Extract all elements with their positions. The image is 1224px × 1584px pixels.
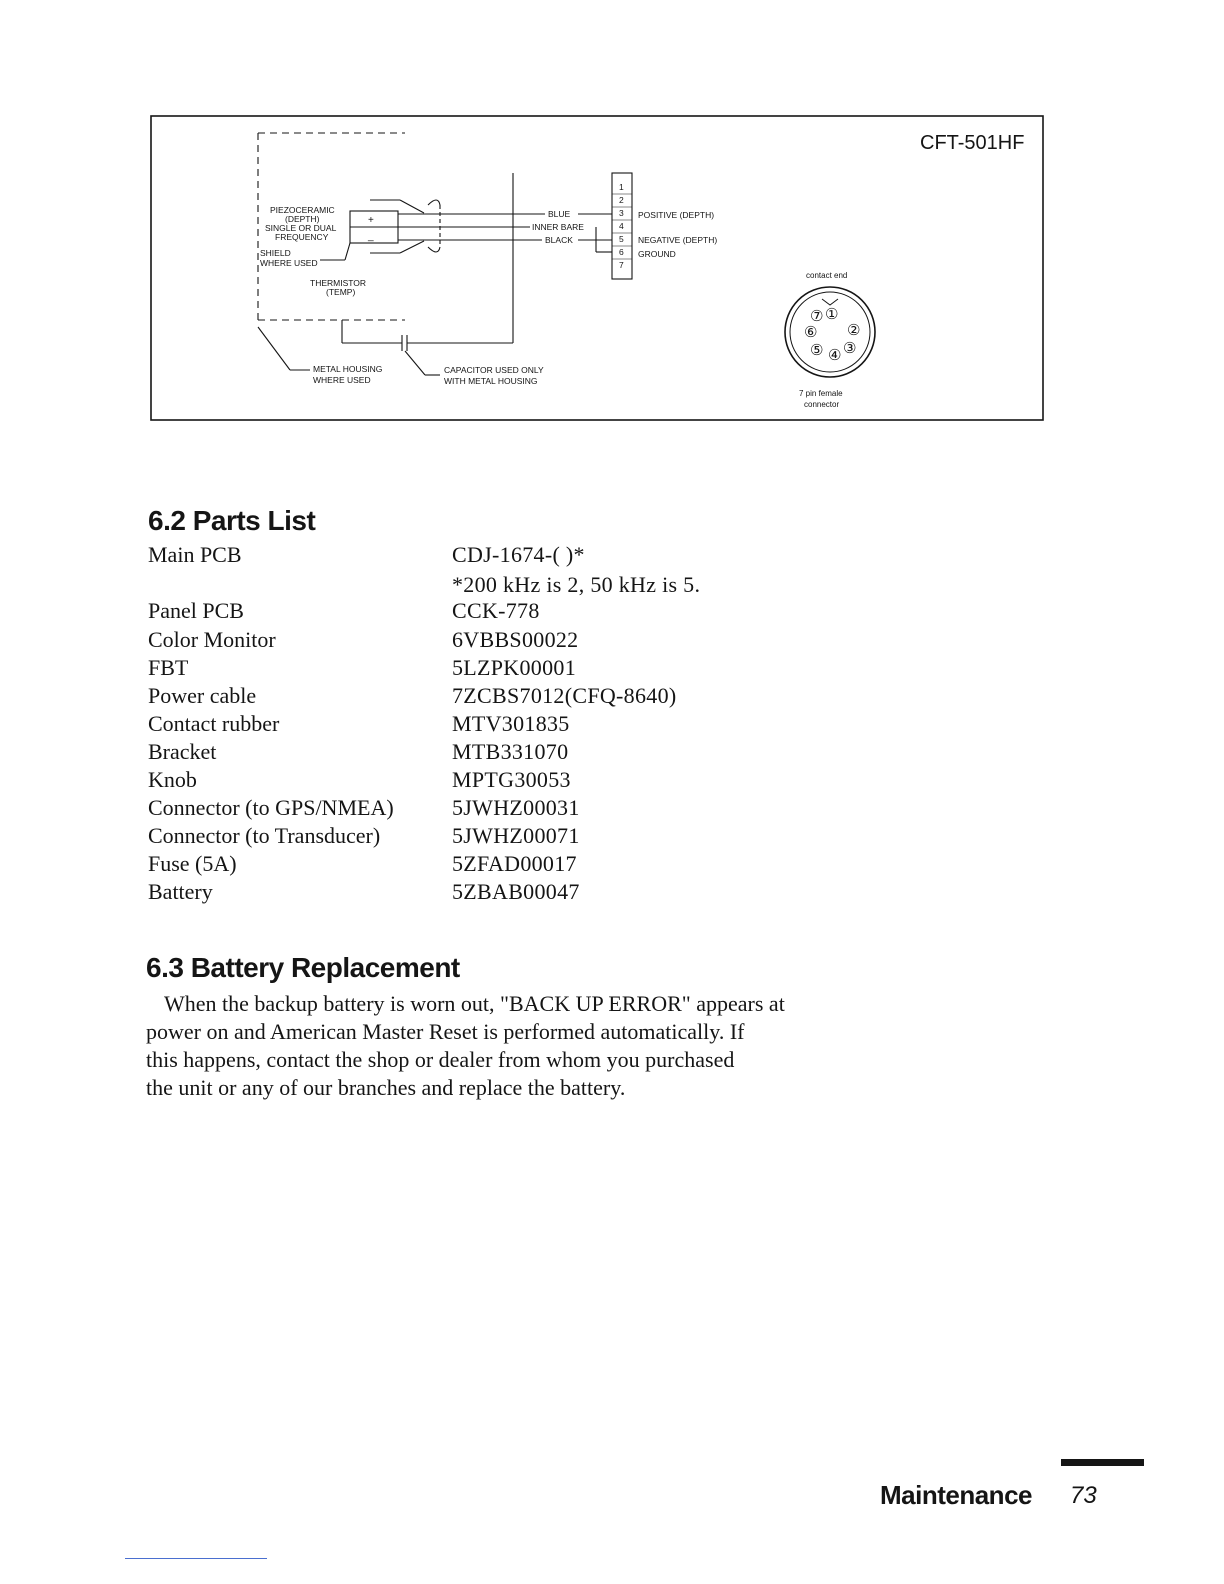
label-capacitor-2: WITH METAL HOUSING <box>444 376 538 386</box>
parts-row <box>148 767 768 795</box>
parts-row <box>148 851 768 879</box>
battery-line: power on and American Master Reset is performed automatically. If <box>146 1019 745 1044</box>
part-code: CCK-778 <box>452 598 540 623</box>
part-name: Color Monitor <box>148 627 276 652</box>
terminal-pin-number: 1 <box>619 182 624 192</box>
label-positive: POSITIVE (DEPTH) <box>638 210 715 220</box>
footer-section: Maintenance <box>880 1480 1032 1510</box>
terminal-pin-number: 3 <box>619 208 624 218</box>
diagram-frame <box>151 116 1043 420</box>
part-name: Battery <box>148 879 213 904</box>
connector-pin: ⑦ <box>810 308 824 325</box>
label-piezo-1: PIEZOCERAMIC <box>270 205 335 215</box>
label-capacitor-1: CAPACITOR USED ONLY <box>444 365 544 375</box>
label-metal-2: WHERE USED <box>313 375 371 385</box>
terminal-pin-number: 4 <box>619 221 624 231</box>
parts-row <box>148 598 768 626</box>
label-blue: BLUE <box>548 209 571 219</box>
terminal-pin-numbers <box>612 182 632 270</box>
parts-row <box>148 542 768 570</box>
plus-sign: + <box>368 215 374 226</box>
parts-list-title: 6.2 Parts List <box>148 505 316 536</box>
label-connector-2: connector <box>804 400 840 409</box>
parts-row <box>148 572 768 600</box>
connector-pin: ⑥ <box>804 324 818 341</box>
part-code: CDJ-1674-( )* <box>452 542 585 567</box>
label-piezo-4: FREQUENCY <box>275 232 329 242</box>
part-code: 7ZCBS7012(CFQ-8640) <box>452 683 677 708</box>
part-code: 5ZFAD00017 <box>452 851 577 876</box>
label-negative: NEGATIVE (DEPTH) <box>638 235 718 245</box>
parts-row <box>148 879 768 907</box>
label-thermistor-1: THERMISTOR <box>310 278 367 288</box>
battery-title: 6.3 Battery Replacement <box>146 952 460 983</box>
connector-pin: ③ <box>843 340 857 357</box>
parts-row <box>148 823 768 851</box>
part-name: Main PCB <box>148 542 242 567</box>
connector-pin: ⑤ <box>810 342 824 359</box>
part-name: Power cable <box>148 683 257 708</box>
wires <box>258 173 612 375</box>
parts-row <box>148 655 768 683</box>
parts-row <box>148 711 768 739</box>
wiring-diagram <box>150 115 1045 423</box>
part-code: 5LZPK00001 <box>452 655 576 680</box>
part-code: *200 kHz is 2, 50 kHz is 5. <box>452 572 701 597</box>
label-thermistor-2: (TEMP) <box>326 287 356 297</box>
seven-pin-connector <box>785 287 875 377</box>
battery-line: the unit or any of our branches and replace the battery. <box>146 1075 626 1100</box>
terminal-pin-number: 7 <box>619 260 624 270</box>
part-name: Contact rubber <box>148 711 280 736</box>
label-ground: GROUND <box>638 249 676 259</box>
battery-line: this happens, contact the shop or dealer from whom you purchased <box>146 1047 735 1072</box>
part-name: Connector (to GPS/NMEA) <box>148 795 394 820</box>
part-code: MTB331070 <box>452 739 569 764</box>
connector-pin: ① <box>825 306 839 323</box>
connector-pins <box>804 306 860 364</box>
label-black: BLACK <box>545 235 573 245</box>
terminal-pin-number: 2 <box>619 195 624 205</box>
part-code: 5ZBAB00047 <box>452 879 580 904</box>
page-number: 73 <box>1070 1482 1097 1509</box>
part-name: FBT <box>148 655 189 680</box>
terminal-pin-number: 5 <box>619 234 624 244</box>
connector-pin: ④ <box>828 347 842 364</box>
part-name: Connector (to Transducer) <box>148 823 381 848</box>
connector-pin: ② <box>847 322 861 339</box>
label-shield-1: SHIELD <box>260 248 291 258</box>
battery-line: When the backup battery is worn out, "BACK UP ERROR" appears at <box>164 991 785 1016</box>
parts-row <box>148 627 768 655</box>
part-code: 6VBBS00022 <box>452 627 579 652</box>
model-label: CFT-501HF <box>920 132 1025 154</box>
parts-row <box>148 795 768 823</box>
label-contact-end: contact end <box>806 271 848 280</box>
label-connector-1: 7 pin female <box>799 389 843 398</box>
footer-rule <box>1061 1459 1144 1466</box>
minus-sign: _ <box>368 231 374 242</box>
parts-row <box>148 683 768 711</box>
part-code: MPTG30053 <box>452 767 571 792</box>
battery-paragraph <box>146 990 816 1102</box>
label-metal-1: METAL HOUSING <box>313 364 383 374</box>
bottom-edge-line <box>125 1558 267 1559</box>
label-inner-bare: INNER BARE <box>532 222 584 232</box>
terminal-pin-number: 6 <box>619 247 624 257</box>
part-code: 5JWHZ00031 <box>452 795 580 820</box>
part-code: MTV301835 <box>452 711 570 736</box>
part-name: Fuse (5A) <box>148 851 237 876</box>
part-code: 5JWHZ00071 <box>452 823 580 848</box>
label-piezo-2: (DEPTH) <box>285 214 320 224</box>
label-piezo-3: SINGLE OR DUAL <box>265 223 337 233</box>
part-name: Bracket <box>148 739 217 764</box>
parts-row <box>148 739 768 767</box>
part-name: Panel PCB <box>148 598 244 623</box>
part-name: Knob <box>148 767 197 792</box>
label-shield-2: WHERE USED <box>260 258 318 268</box>
